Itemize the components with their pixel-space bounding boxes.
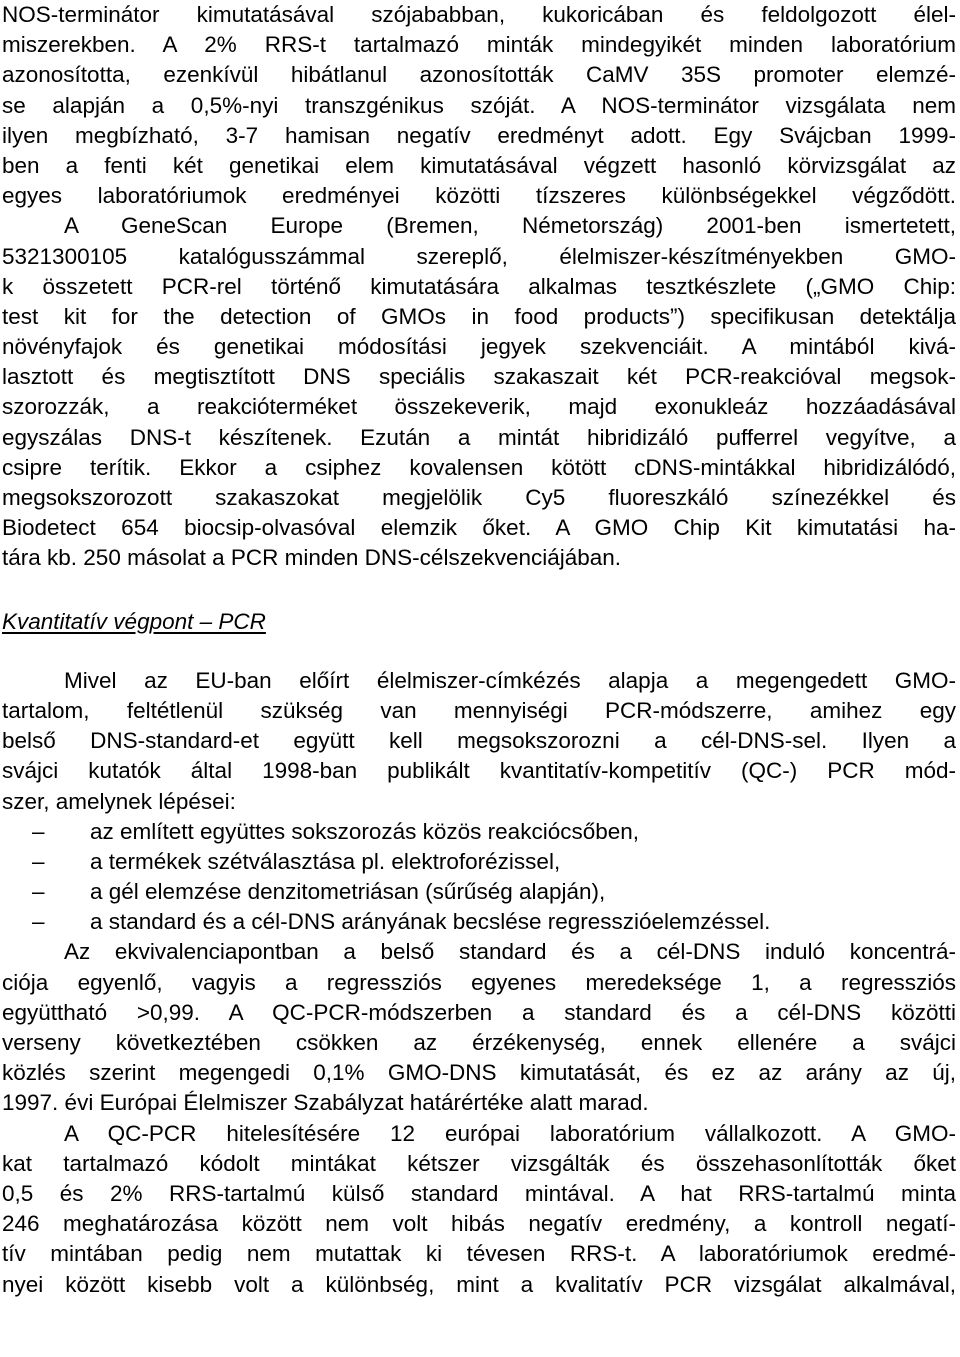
section-heading: Kvantitatív végpont – PCR [2, 608, 266, 634]
text-line: test kit for the detection of GMOs in food products”) specifikusan detektálja [2, 303, 956, 329]
list-item-text: a standard és a cél-DNS arányának becslése regresszióelemzéssel. [90, 909, 771, 935]
text-line: NOS-terminátor kimutatásával szójababban, kukoricában és feldolgozott élel- [2, 2, 956, 27]
text-line: szer, amelynek lépései: [2, 788, 236, 814]
text-line: együttható >0,99. A QC-PCR-módszerben a standard és a cél-DNS közötti [2, 999, 956, 1025]
text-line: svájci kutatók által 1998-ban publikált kvantitatív-kompetitív (QC-) PCR mód- [2, 758, 956, 784]
text-line: megsokszorozott szakaszokat megjelölik Cy5 fluoreszkáló színezékkel és [2, 485, 956, 510]
text-line: 1997. évi Európai Élelmiszer Szabályzat határértéke alatt marad. [2, 1090, 649, 1116]
text-line: 5321300105 katalógusszámmal szereplő, élelmiszer-készítményekben GMO- [2, 243, 956, 269]
text-line: 246 meghatározása között nem volt hibás negatív eredmény, a kontroll negatí- [2, 1211, 956, 1237]
text-line: növényfajok és genetikai módosítási jegyek szekvenciáit. A mintából kivá- [2, 334, 956, 360]
text-line: csipre terítik. Ekkor a csiphez kovalensen kötött cDNS-mintákkal hibridizálódó, [2, 454, 956, 480]
spacer [2, 640, 956, 666]
text-line: k összetett PCR-rel történő kimutatására alkalmas tesztkészlete („GMO Chip: [2, 273, 956, 299]
text-line: ben a fenti két genetikai elem kimutatásával végzett hasonló körvizsgálat az [2, 152, 956, 178]
list-item [2, 847, 956, 877]
paragraph-1 [2, 0, 956, 211]
text-line: verseny következtében csökken az érzékenység, ennek ellenére a svájci [2, 1030, 956, 1055]
text-line: A GeneScan Europe (Bremen, Németország) 2001-ben ismertetett, [64, 213, 956, 239]
text-line: ciója egyenlő, vagyis a regressziós egyenes meredeksége 1, a regressziós [2, 969, 956, 995]
text-line: nyei között kisebb volt a különbség, mint a kvalitatív PCR vizsgálat alkalmával, [2, 1271, 956, 1297]
text-line: Mivel az EU-ban előírt élelmiszer-címkézés alapja a megengedett GMO- [64, 667, 956, 693]
list-item [2, 817, 956, 847]
dash-bullet: – [32, 879, 45, 905]
document-body [2, 0, 956, 1300]
spacer [2, 574, 956, 604]
text-line: Az ekvivalenciapontban a belső standard és a cél-DNS induló koncentrá- [64, 939, 956, 965]
text-line: azonosította, ezenkívül hibátlanul azonosították CaMV 35S promoter elemzé- [2, 62, 956, 88]
text-line: egyes laboratóriumok eredményei közötti tízszeres különbségekkel végződött. [2, 183, 956, 209]
text-line: belső DNS-standard-et együtt kell megsokszorozni a cél-DNS-sel. Ilyen a [2, 728, 956, 754]
dash-bullet: – [32, 909, 45, 935]
steps-list [2, 817, 956, 938]
text-line: se alapján a 0,5%-nyi transzgénikus szóját. A NOS-terminátor vizsgálata nem [2, 92, 956, 118]
text-line: Biodetect 654 biocsip-olvasóval elemzik őket. A GMO Chip Kit kimutatási ha- [2, 515, 956, 541]
text-line: miszerekben. A 2% RRS-t tartalmazó minták mindegyikét minden laboratórium [2, 32, 956, 58]
text-line: kat tartalmazó kódolt mintákat kétszer vizsgálták és összehasonlították őket [2, 1150, 956, 1176]
text-line: közlés szerint megengedi 0,1% GMO-DNS kimutatását, és ez az arány az új, [2, 1060, 956, 1086]
text-line: egyszálas DNS-t készítenek. Ezután a mintát hibridizáló pufferrel vegyítve, a [2, 424, 956, 450]
list-item [2, 877, 956, 907]
text-line: ilyen megbízható, 3-7 hamisan negatív eredményt adott. Egy Svájcban 1999- [2, 122, 956, 148]
paragraph-3 [2, 666, 956, 817]
text-line: tartalom, feltétlenül szükség van mennyiségi PCR-módszerre, amihez egy [2, 697, 956, 723]
dash-bullet: – [32, 848, 45, 874]
list-item-text: a gél elemzése denzitometriásan (sűrűség alapján), [90, 879, 606, 905]
paragraph-4 [2, 937, 956, 1118]
text-line: A QC-PCR hitelesítésére 12 európai laboratórium vállalkozott. A GMO- [64, 1120, 956, 1146]
paragraph-2 [2, 211, 956, 573]
list-item [2, 907, 956, 937]
text-line: szorozzák, a reakcióterméket összekeverik, majd exonukleáz hozzáadásával [2, 394, 956, 420]
paragraph-5 [2, 1119, 956, 1300]
list-item-text: a termékek szétválasztása pl. elektroforézissel, [90, 848, 561, 874]
text-line: 0,5 és 2% RRS-tartalmú külső standard mintával. A hat RRS-tartalmú minta [2, 1180, 956, 1206]
dash-bullet: – [32, 818, 45, 844]
text-line: lasztott és megtisztított DNS speciális szakaszait két PCR-reakcióval megsok- [2, 364, 956, 390]
text-line: tára kb. 250 másolat a PCR minden DNS-célszekvenciájában. [2, 545, 622, 571]
text-line: tív mintában pedig nem mutattak ki tévesen RRS-t. A laboratóriumok eredmé- [2, 1241, 956, 1267]
list-item-text: az említett együttes sokszorozás közös reakciócsőben, [90, 818, 640, 844]
